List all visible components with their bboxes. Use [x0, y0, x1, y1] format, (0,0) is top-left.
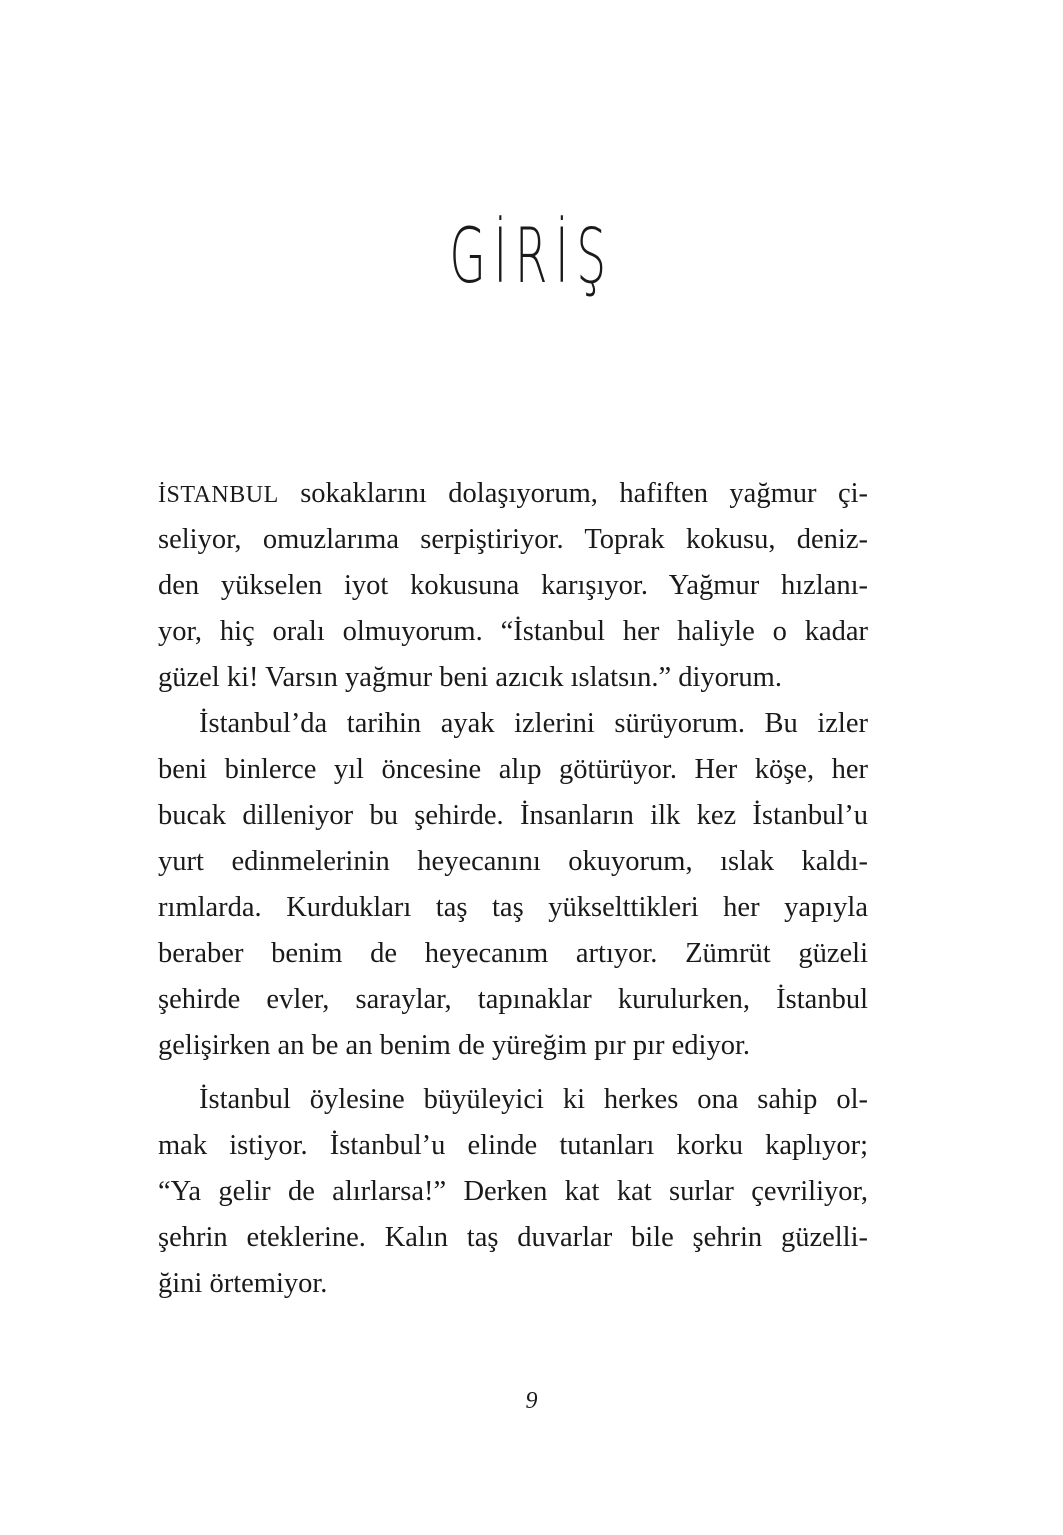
text-line: yor, hiç oralı olmuyorum. “İstanbul her haliyle o kadar: [158, 616, 868, 647]
text-line: seliyor, omuzlarıma serpiştiriyor. Toprak kokusu, deniz-: [158, 524, 868, 555]
lead-word: İSTANBUL: [158, 482, 279, 508]
text-line: ğini örtemiyor.: [158, 1268, 328, 1299]
text-line: güzel ki! Varsın yağmur beni azıcık ıslatsın.” diyorum.: [158, 662, 782, 693]
text-line: rımlarda. Kurdukları taş taş yükselttikleri her yapıyla: [158, 892, 868, 923]
text-line: mak istiyor. İstanbul’u elinde tutanları korku kaplıyor;: [158, 1130, 868, 1161]
page-number: 9: [525, 1388, 538, 1414]
text-line: beni binlerce yıl öncesine alıp götürüyor. Her köşe, her: [158, 754, 868, 785]
text-line: yurt edinmelerinin heyecanını okuyorum, ıslak kaldı-: [158, 846, 868, 877]
text-line: İstanbul öylesine büyüleyici ki herkes ona sahip ol-: [199, 1084, 868, 1115]
text-line: beraber benim de heyecanım artıyor. Zümrüt güzeli: [158, 938, 868, 969]
text-line: İstanbul’da tarihin ayak izlerini sürüyorum. Bu izler: [199, 708, 868, 739]
text-line: şehirde evler, saraylar, tapınaklar kurulurken, İstanbul: [158, 984, 868, 1015]
text-line: gelişirken an be an benim de yüreğim pır pır ediyor.: [158, 1030, 751, 1061]
text-line: İSTANBUL sokaklarını dolaşıyorum, hafiften yağmur çi-: [158, 478, 868, 509]
chapter-title: GİRİŞ: [449, 211, 614, 300]
text-line: “Ya gelir de alırlarsa!” Derken kat kat surlar çevriliyor,: [158, 1176, 868, 1207]
text-line: bucak dilleniyor bu şehirde. İnsanların ilk kez İstanbul’u: [158, 800, 868, 831]
text-line: den yükselen iyot kokusuna karışıyor. Yağmur hızlanı-: [158, 570, 868, 601]
text-line: şehrin eteklerine. Kalın taş duvarlar bile şehrin güzelli-: [158, 1222, 868, 1253]
